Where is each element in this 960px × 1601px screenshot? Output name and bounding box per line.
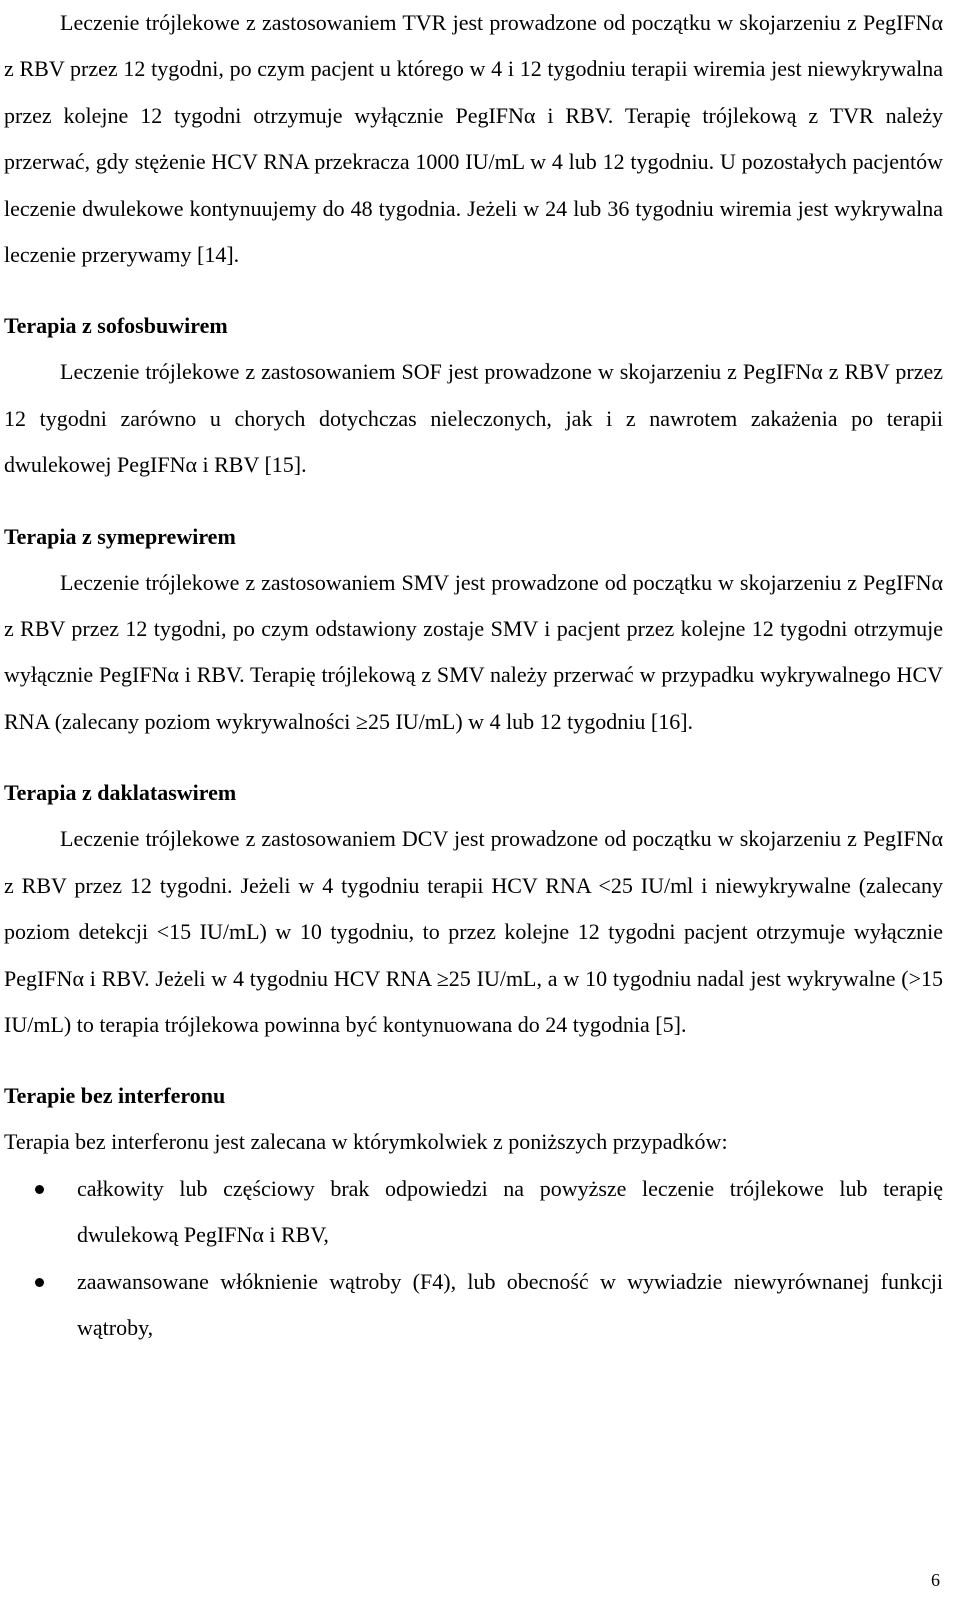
section-text-sofosbuwir: Leczenie trójlekowe z zastosowaniem SOF jest prowadzone w skojarzeniu z PegIFNα z RBV przez 12 tygodni zarówno u chorych dotychczas nieleczonych, jak i z nawrotem zakażenia po terapii dwulekowej PegIFNα i RBV [15]. [4, 359, 943, 478]
section-text-daklataswir: Leczenie trójlekowe z zastosowaniem DCV jest prowadzone od początku w skojarzeniu z PegIFNα z RBV przez 12 tygodni. Jeżeli w 4 tygodniu terapii HCV RNA <25 IU/ml i niewykrywalne (zalecany poziom detekcji <15 IU/mL) w 10 tygodniu, to przez kolejne 12 tygodni pacjent otrzymuje wyłącznie PegIFNα i RBV. Jeżeli w 4 tygodniu HCV RNA ≥25 IU/mL, a w 10 tygodniu nadal jest wykrywalne (>15 IU/mL) to terapia trójlekowa powinna być kontynuowana do 24 tygodnia [5]. [4, 826, 943, 1037]
section-heading-symeprewir: Terapia z symeprewirem [4, 523, 236, 549]
section-heading-daklataswir: Terapia z daklataswirem [4, 780, 237, 806]
section-intro-bez-interferonu: Terapia bez interferonu jest zalecana w którymkolwiek z poniższych przypadków: [4, 1129, 728, 1155]
section-text-symeprewir: Leczenie trójlekowe z zastosowaniem SMV jest prowadzone od początku w skojarzeniu z PegIFNα z RBV przez 12 tygodni, po czym odstawiony zostaje SMV i pacjent przez kolejne 12 tygodni otrzymuje wyłącznie PegIFNα i RBV. Terapię trójlekową z SMV należy przerwać w przypadku wykrywalnego HCV RNA (zalecany poziom wykrywalności ≥25 IU/mL) w 4 lub 12 tygodniu [16]. [4, 569, 943, 734]
list-item-text: całkowity lub częściowy brak odpowiedzi na powyższe leczenie trójlekowe lub terapię dwulekową PegIFNα i RBV, [77, 1175, 943, 1248]
bullet-icon [35, 1278, 44, 1287]
intro-paragraph: Leczenie trójlekowe z zastosowaniem TVR jest prowadzone od początku w skojarzeniu z PegIFNα z RBV przez 12 tygodni, po czym pacjent u którego w 4 i 12 tygodniu terapii wiremia jest niewykrywalna przez kolejne 12 tygodni otrzymuje wyłącznie PegIFNα i RBV. Terapię trójlekową z TVR należy przerwać, gdy stężenie HCV RNA przekracza 1000 IU/mL w 4 lub 12 tygodniu. U pozostałych pacjentów leczenie dwulekowe kontynuujemy do 48 tygodnia. Jeżeli w 24 lub 36 tygodniu wiremia jest wykrywalna leczenie przerywamy [14]. [4, 10, 943, 268]
list-item-text: zaawansowane włóknienie wątroby (F4), lub obecność w wywiadzie niewyrównanej funkcji wątroby, [77, 1268, 943, 1340]
list-item [4, 1259, 943, 1352]
document-page [4, 0, 943, 1351]
list-item [4, 1166, 943, 1259]
page-number: 6 [931, 1570, 940, 1590]
section-heading-bez-interferonu: Terapie bez interferonu [4, 1083, 226, 1109]
bullet-icon [35, 1185, 44, 1194]
bullet-list [4, 1166, 943, 1352]
section-heading-sofosbuwir: Terapia z sofosbuwirem [4, 313, 228, 339]
